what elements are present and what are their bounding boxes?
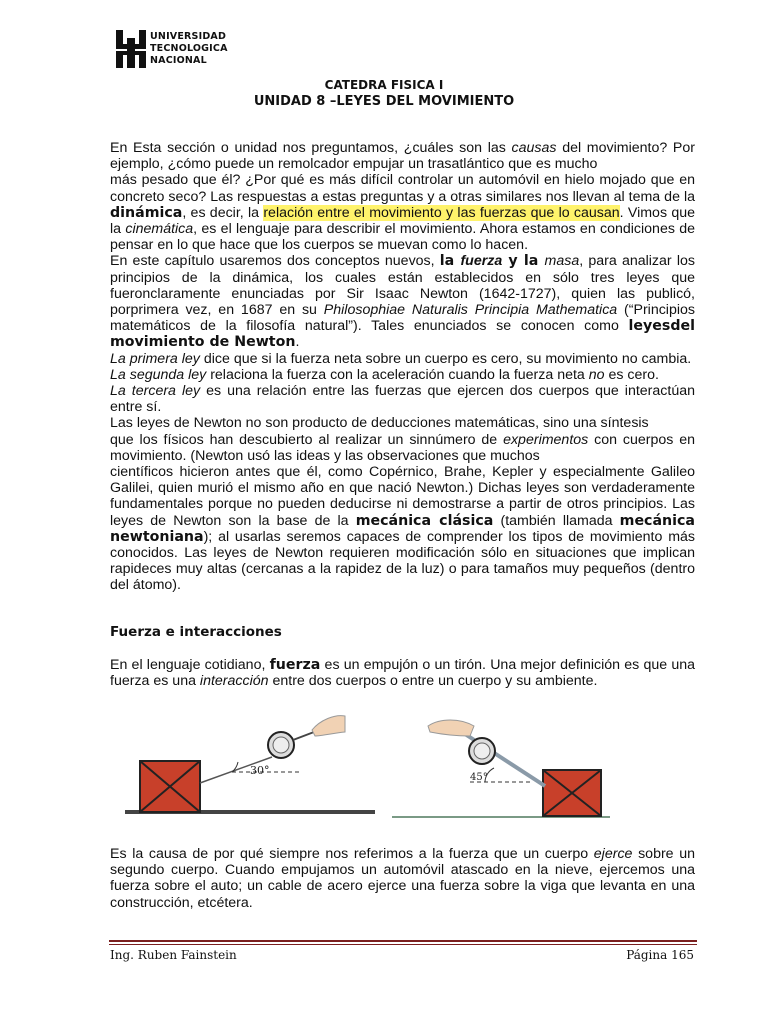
utn-logo-icon (116, 30, 146, 68)
concepts-paragraph: En este capítulo usaremos dos conceptos nuevos, la fuerza y la masa, para analizar los principios de la dinámica, los cuales están establecidos en sólo tres leyes que fueronclaramente enunciadas por Sir Isaac Newton (1642-1727), quien las publicó, porprimera vez, en 1687 en su Philosophiae Naturalis Principia Mathematica (“Principios matemáticos de la filosofía natural”). Tales enunciados se conocen como leyesdel movimiento de Newton. (110, 253, 695, 351)
main-text (110, 140, 695, 594)
angle-label-right: 45° (470, 772, 488, 783)
unit-title: UNIDAD 8 –LEYES DEL MOVIMIENTO (253, 94, 515, 109)
force-illustration (0, 700, 768, 830)
logo-line-1: UNIVERSIDAD (150, 31, 227, 42)
first-law: La primera ley dice que si la fuerza neta sobre un cuerpo es cero, su movimiento no cambia. (110, 350, 692, 367)
intro-paragraph: En Esta sección o unidad nos preguntamos, ¿cuáles son las causas del movimiento? Por ejemplo, ¿cómo puede un remolcador empujar un trasatlántico que es mucho (110, 140, 696, 173)
university-logo (116, 30, 228, 68)
logo-text (150, 31, 228, 67)
newton-paragraph-3: científicos hicieron antes que él, como Copérnico, Brahe, Kepler y especialmente Galileo Galilei, quien murió el mismo año en que nació Newton.) Dichas leyes son verdaderamente fundamentales porque no pueden deducirse ni demostrarse a partir de otros principios. Las leyes de Newton son la base de la mecánica clásica (también llamada mecánica newtoniana); al usarlas seremos capaces de comprender los tipos de movimiento más conocidos. Las leyes de Newton requieren modificación sólo en situaciones que implican rapideces muy altas (cercanas a la rapidez de la luz) o para tamaños muy pequeños (dentro del átomo). (110, 464, 695, 594)
section-text (110, 657, 695, 689)
intro-paragraph-2: más pesado que él? ¿Por qué es más difícil controlar un automóvil en hielo mojado que en concreto seco? Las respuestas a estas preguntas y a otras similares nos llevan al tema de la dinámica, es decir, la relación entre el movimiento y las fuerzas que lo causan. Vimos que la cinemática, es el lenguaje para describir el movimiento. Ahora estamos en condiciones de pensar en lo que hace que los cuerpos se muevan como lo hacen. (110, 172, 695, 254)
section-title: Fuerza e interacciones (110, 624, 282, 640)
box-right (543, 770, 601, 816)
force-definition: En el lenguaje cotidiano, fuerza es un empujón o un tirón. Una mejor definición es que una fuerza es una interacción entre dos cuerpos o entre un cuerpo y su ambiente. (110, 657, 695, 690)
newton-paragraph-1: Las leyes de Newton no son producto de deducciones matemáticas, sino una síntesis (110, 415, 649, 432)
hand-icon-right (428, 720, 474, 736)
logo-line-3: NACIONAL (150, 55, 207, 66)
closing-paragraph: Es la causa de por qué siempre nos referimos a la fuerza que un cuerpo ejerce sobre un segundo cuerpo. Cuando empujamos un automóvil atascado en la nieve, ejercemos una fuerza sobre el auto; un cable de acero ejerce una fuerza sobre la viga que levanta en una construcción, etcétera. (110, 846, 696, 911)
footer-rule (109, 940, 697, 946)
catedra-title: CATEDRA FISICA I (324, 78, 444, 92)
dynamometer-left (268, 732, 314, 758)
newton-paragraph-2: que los físicos han descubierto al realizar un sinnúmero de experimentos con cuerpos en movimiento. (Newton usó las ideas y las observaciones que muchos (110, 431, 695, 464)
logo-line-2: TECNOLOGICA (150, 43, 228, 54)
highlighted-text: relación entre el movimiento y las fuerzas que lo causan (263, 204, 620, 221)
angle-label-left: 30° (250, 764, 270, 777)
second-law: La segunda ley relaciona la fuerza con la aceleración cuando la fuerza neta no es cero. (110, 366, 659, 383)
footer-author: Ing. Ruben Fainstein (110, 948, 237, 962)
closing-text (110, 846, 695, 911)
third-law: La tercera ley es una relación entre las fuerzas que ejercen dos cuerpos que interactúan entre sí. (110, 383, 695, 416)
pull-scene (125, 716, 375, 812)
page-number: Página 165 (626, 948, 694, 962)
hand-icon-left (312, 716, 345, 736)
box-left (140, 761, 200, 812)
push-scene (392, 720, 610, 817)
